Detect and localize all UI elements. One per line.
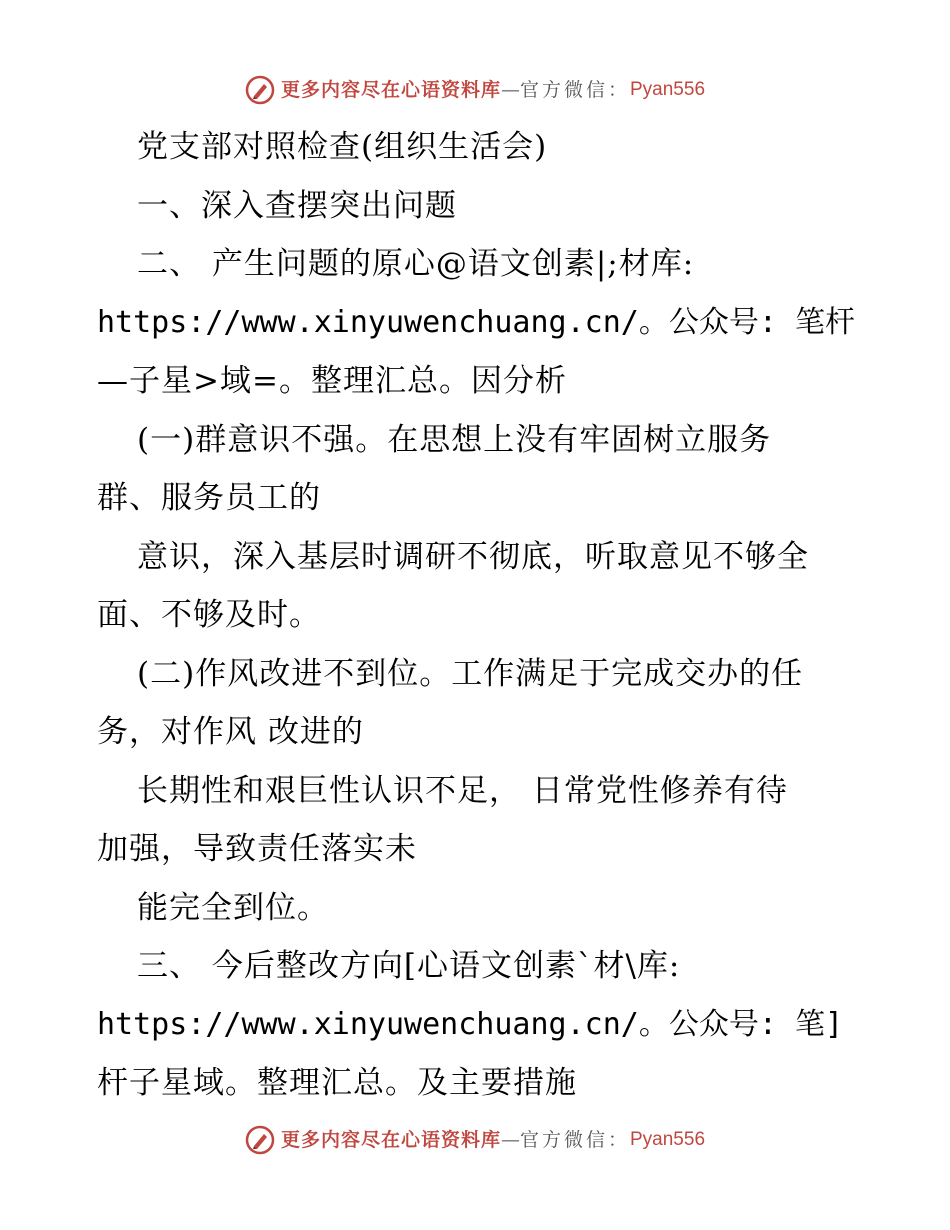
body-line: 群、服务员工的: [97, 480, 321, 516]
pen-logo-icon: [245, 75, 275, 105]
banner-dash: —: [500, 1129, 520, 1151]
banner-official-label: 官方微信：: [519, 79, 630, 101]
section-heading-3: 三、 今后整改方向[心语文创素`材\库:: [137, 948, 681, 984]
body-line: 杆子星域。整理汇总。及主要措施: [97, 1065, 577, 1101]
body-line: https://www.xinyuwenchuang.cn/。公众号: 笔杆: [97, 304, 855, 340]
banner-official-label: 官方微信：: [519, 1129, 630, 1151]
section-heading-1: 一、深入查摆突出问题: [137, 187, 457, 224]
banner-account: Pyan556: [630, 1129, 706, 1150]
body-line: —子星>域=。整理汇总。因分析: [97, 363, 567, 399]
banner-account: Pyan556: [630, 79, 706, 100]
banner-promo-text: 更多内容尽在心语资料库: [280, 1129, 501, 1151]
footer-watermark: [0, 1120, 950, 1160]
document-body: [97, 118, 857, 1113]
pen-logo-icon: [245, 1125, 275, 1155]
body-line: 加强，导致责任落实未: [97, 831, 417, 867]
body-line: 长期性和艰巨性认识不足， 日常党性修养有待: [137, 772, 788, 809]
body-line: https://www.xinyuwenchuang.cn/。公众号: 笔]: [97, 1006, 844, 1042]
body-line: 面、不够及时。: [97, 597, 321, 633]
body-line: (一)群意识不强。在思想上没有牢固树立服务: [137, 421, 772, 458]
body-line: (二)作风改进不到位。工作满足于完成交办的任: [137, 655, 804, 692]
banner-dash: —: [500, 79, 520, 101]
body-line: 务，对作风 改进的: [97, 714, 364, 750]
header-watermark: [0, 70, 950, 110]
section-heading-2: 二、 产生问题的原心@语文创素|;材库:: [137, 246, 695, 282]
body-line: 能完全到位。: [137, 889, 329, 926]
banner-promo-text: 更多内容尽在心语资料库: [280, 79, 501, 101]
document-title: 党支部对照检查(组织生活会): [137, 129, 548, 165]
body-line: 意识，深入基层时调研不彻底，听取意见不够全: [137, 538, 809, 575]
